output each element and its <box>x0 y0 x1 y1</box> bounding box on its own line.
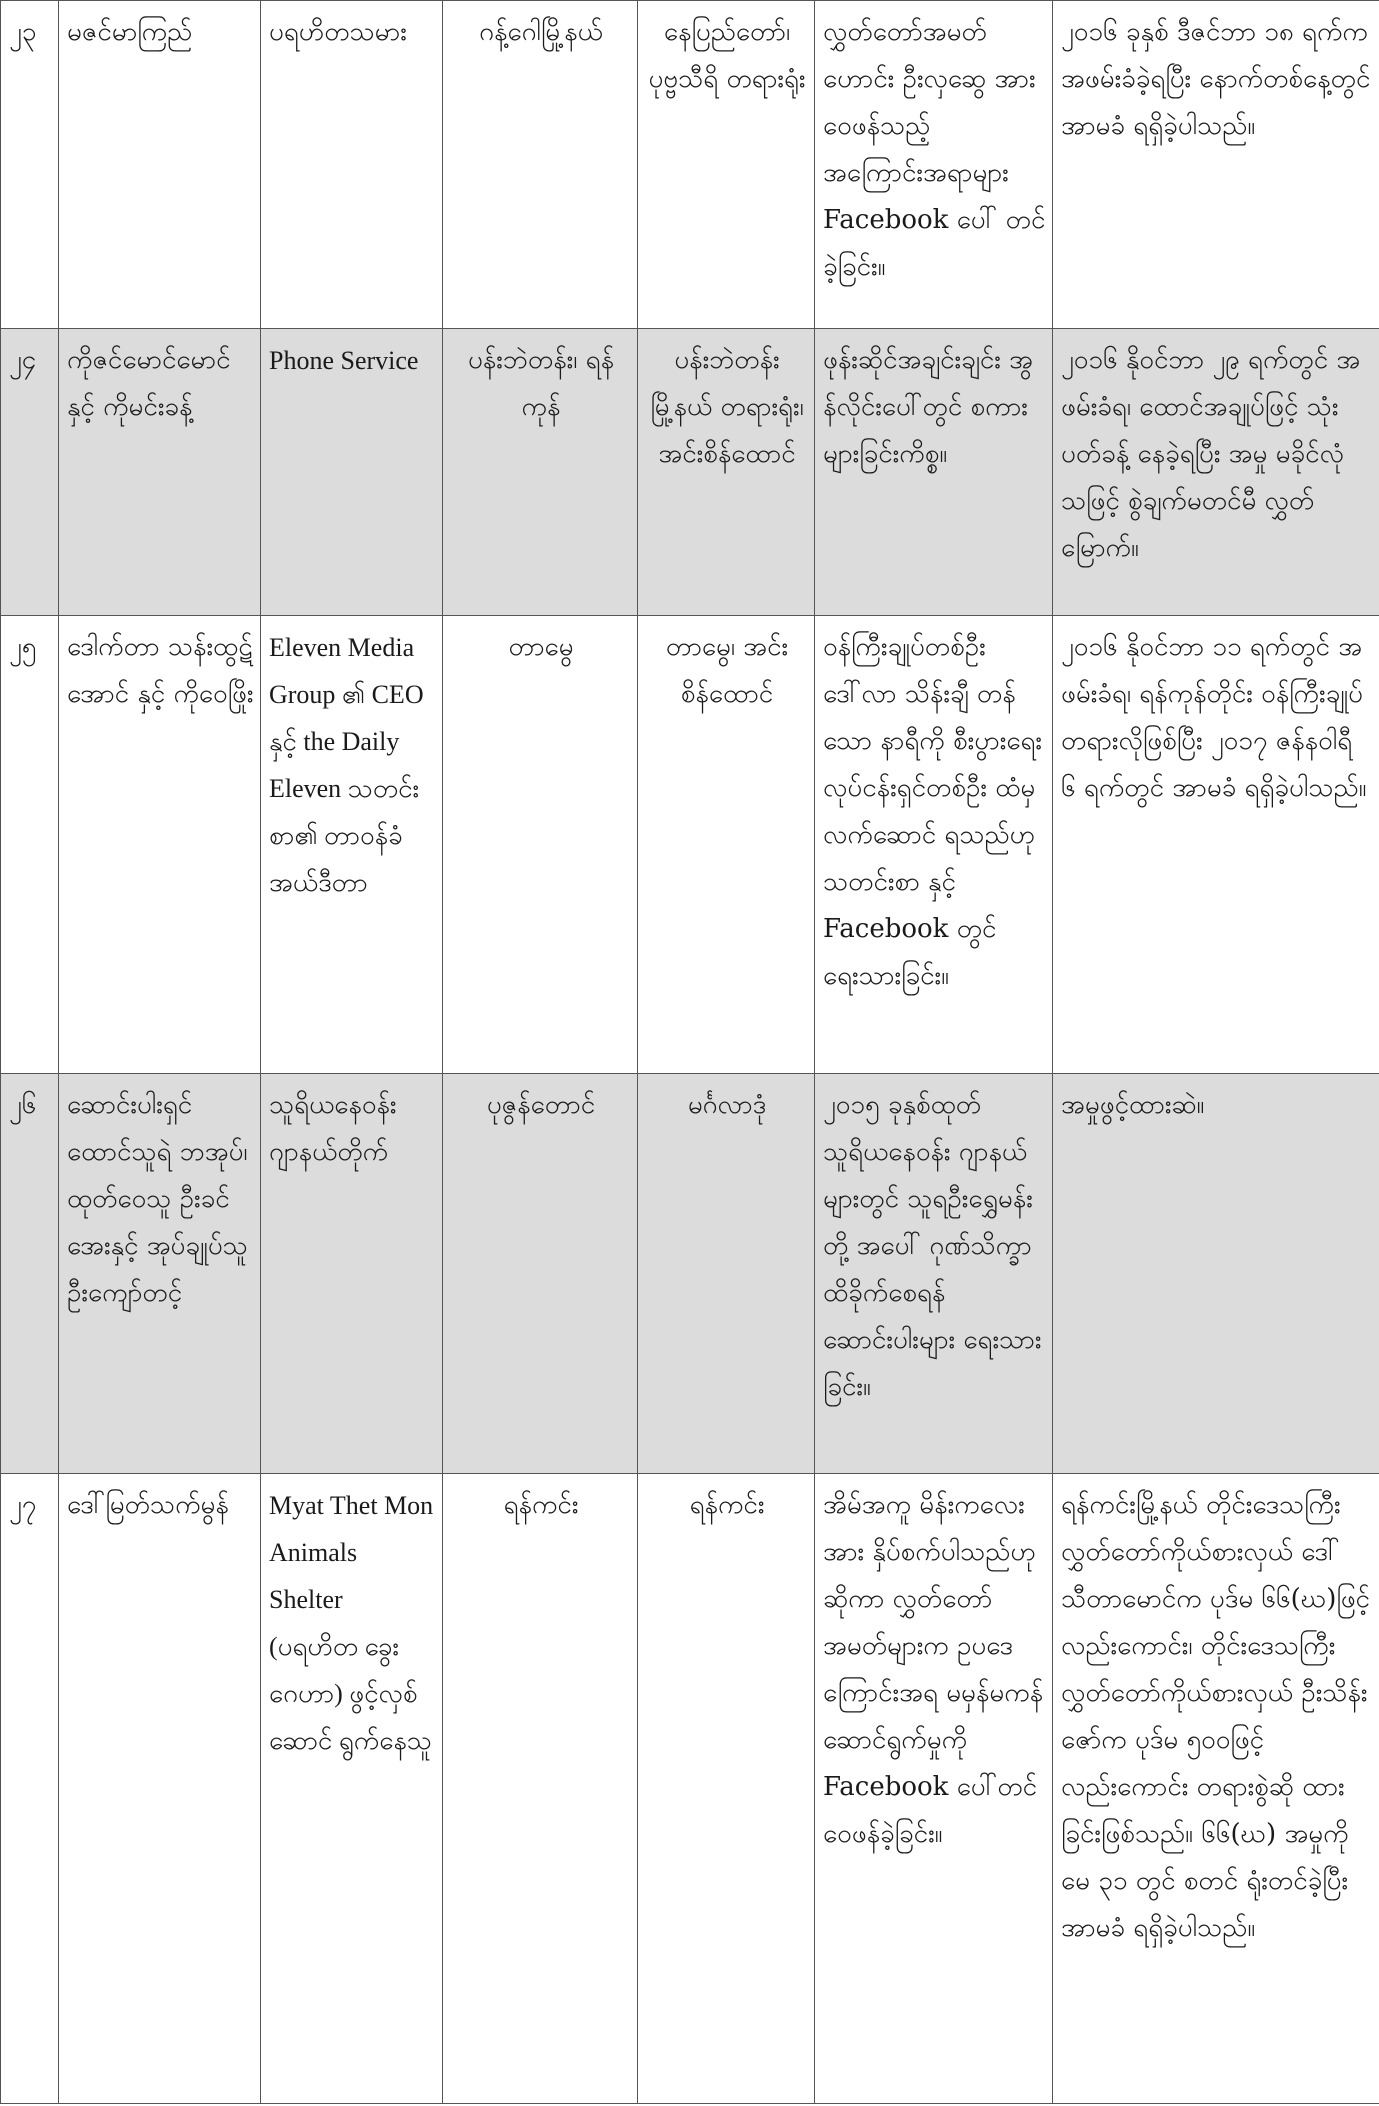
occupation: Myat Thet Mon Animals Shelter (ပရဟိတ ခွေးဂေဟာ) ဖွင့်လှစ်ဆောင် ရွက်နေသူ <box>261 1474 443 2104</box>
allegation: ဖုန်းဆိုင်အချင်းချင်း အွန်လိုင်းပေါ်တွင် စကားများခြင်းကိစ္စ။ <box>815 329 1053 616</box>
location: ပုဇွန်တောင် <box>443 1074 638 1474</box>
case-status: ၂၀၁၆ ခုနှစ် ဒီဇင်ဘာ ၁၈ ရက်က အဖမ်းခံခဲ့ရပြီး နောက်တစ်နေ့တွင် အာမခံ ရရှိခဲ့ပါသည်။ <box>1053 1 1379 329</box>
occupation: သူရိယနေဝန်း ဂျာနယ်တိုက် <box>261 1074 443 1474</box>
table-row <box>1 1 1379 329</box>
allegation: အိမ်အကူ မိန်းကလေးအား နှိပ်စက်ပါသည်ဟု ဆိုကာ လွှတ်တော် အမတ်များက ဥပဒေကြောင်းအရ မမှန်မကန် ဆောင်ရွက်မှုကို Facebook ပေါ်တင် ဝေဖန်ခဲ့ခြင်း။ <box>815 1474 1053 2104</box>
location: တာမွေ <box>443 616 638 1074</box>
court: ရန်ကင်း <box>638 1474 815 2104</box>
row-number: ၂၆ <box>1 1074 59 1474</box>
location: ရန်ကင်း <box>443 1474 638 2104</box>
allegation: လွှတ်တော်အမတ် ဟောင်း ဦးလှဆွေ အား ဝေဖန်သည့် အကြောင်းအရာများ Facebook ပေါ် တင်ခဲ့ခြင်း။ <box>815 1 1053 329</box>
case-status: ၂၀၁၆ နိုဝင်ဘာ ၂၉ ရက်တွင် အဖမ်းခံရ၊ ထောင်အချုပ်ဖြင့် သုံးပတ်ခန့် နေခဲ့ရပြီး အမှု မခိုင်လုံသဖြင့် စွဲချက်မတင်မီ လွှတ်မြောက်။ <box>1053 329 1379 616</box>
location: ဂန့်ဂေါမြို့နယ် <box>443 1 638 329</box>
court: တာမွေ၊ အင်းစိန်ထောင် <box>638 616 815 1074</box>
defendant-name: ဆောင်းပါးရှင် ထောင်သူရဲ ဘအုပ်၊ ထုတ်ဝေသူ ဦးခင်အေးနှင့် အုပ်ချုပ်သူ ဦးကျော်တင့် <box>59 1074 261 1474</box>
location: ပန်းဘဲတန်း၊ ရန်ကုန် <box>443 329 638 616</box>
occupation: ပရဟိတသမား <box>261 1 443 329</box>
case-status: အမှုဖွင့်ထားဆဲ။ <box>1053 1074 1379 1474</box>
court: နေပြည်တော်၊ ပုဗ္ဗသီရိ တရားရုံး <box>638 1 815 329</box>
occupation: Phone Service <box>261 329 443 616</box>
defendant-name: ဒေါက်တာ သန်းထွဋ်အောင် နှင့် ကိုဝေဖြိုး <box>59 616 261 1074</box>
case-status: ၂၀၁၆ နိုဝင်ဘာ ၁၁ ရက်တွင် အဖမ်းခံရ၊ ရန်ကုန်တိုင်း ဝန်ကြီးချုပ် တရားလိုဖြစ်ပြီး ၂၀၁၇ ဇန်နဝါရီ ၆ ရက်တွင် အာမခံ ရရှိခဲ့ပါသည်။ <box>1053 616 1379 1074</box>
row-number: ၂၄ <box>1 329 59 616</box>
defendant-name: မဇင်မာကြည် <box>59 1 261 329</box>
row-number: ၂၇ <box>1 1474 59 2104</box>
row-number: ၂၃ <box>1 1 59 329</box>
defendant-name: ဒေါ်မြတ်သက်မွန် <box>59 1474 261 2104</box>
allegation: ၂၀၁၅ ခုနှစ်ထုတ် သူရိယနေဝန်း ဂျာနယ်များတွင် သူရဦးရွှေမန်းတို့ အပေါ် ဂုဏ်သိက္ခာ ထိခိုက်စေရန် ဆောင်းပါးများ ရေးသားခြင်း။ <box>815 1074 1053 1474</box>
table-row <box>1 616 1379 1074</box>
allegation: ဝန်ကြီးချုပ်တစ်ဦး ဒေါ်လာ သိန်းချီ တန်သော နာရီကို စီးပွားရေး လုပ်ငန်းရှင်တစ်ဦး ထံမှ လက်ဆောင် ရသည်ဟု သတင်းစာ နှင့် Facebook တွင် ရေးသားခြင်း။ <box>815 616 1053 1074</box>
court: ပန်းဘဲတန်း မြို့နယ် တရားရုံး၊ အင်းစိန်ထောင် <box>638 329 815 616</box>
table-row <box>1 1474 1379 2104</box>
table-row <box>1 329 1379 616</box>
table-row <box>1 1074 1379 1474</box>
defendant-name: ကိုဇင်မောင်မောင် နှင့် ကိုမင်းခန့် <box>59 329 261 616</box>
court: မင်္ဂလာဒုံ <box>638 1074 815 1474</box>
case-status: ရန်ကင်းမြို့နယ် တိုင်းဒေသကြီး လွှတ်တော်ကိုယ်စားလှယ် ဒေါ်သီတာမောင်က ပုဒ်မ ၆၆(ဃ)ဖြင့်လည်းကောင်း၊ တိုင်းဒေသကြီး လွှတ်တော်ကိုယ်စားလှယ် ဦးသိန်းဇော်က ပုဒ်မ ၅၀၀ဖြင့် လည်းကောင်း တရားစွဲဆို ထားခြင်းဖြစ်သည်။ ၆၆(ဃ) အမှုကို မေ ၃၁ တွင် စတင် ရုံးတင်ခဲ့ပြီး အာမခံ ရရှိခဲ့ပါသည်။ <box>1053 1474 1379 2104</box>
occupation: Eleven Media Group ၏ CEO နှင့် the Daily Eleven သတင်း စာ၏ တာဝန်ခံ အယ်ဒီတာ <box>261 616 443 1074</box>
row-number: ၂၅ <box>1 616 59 1074</box>
